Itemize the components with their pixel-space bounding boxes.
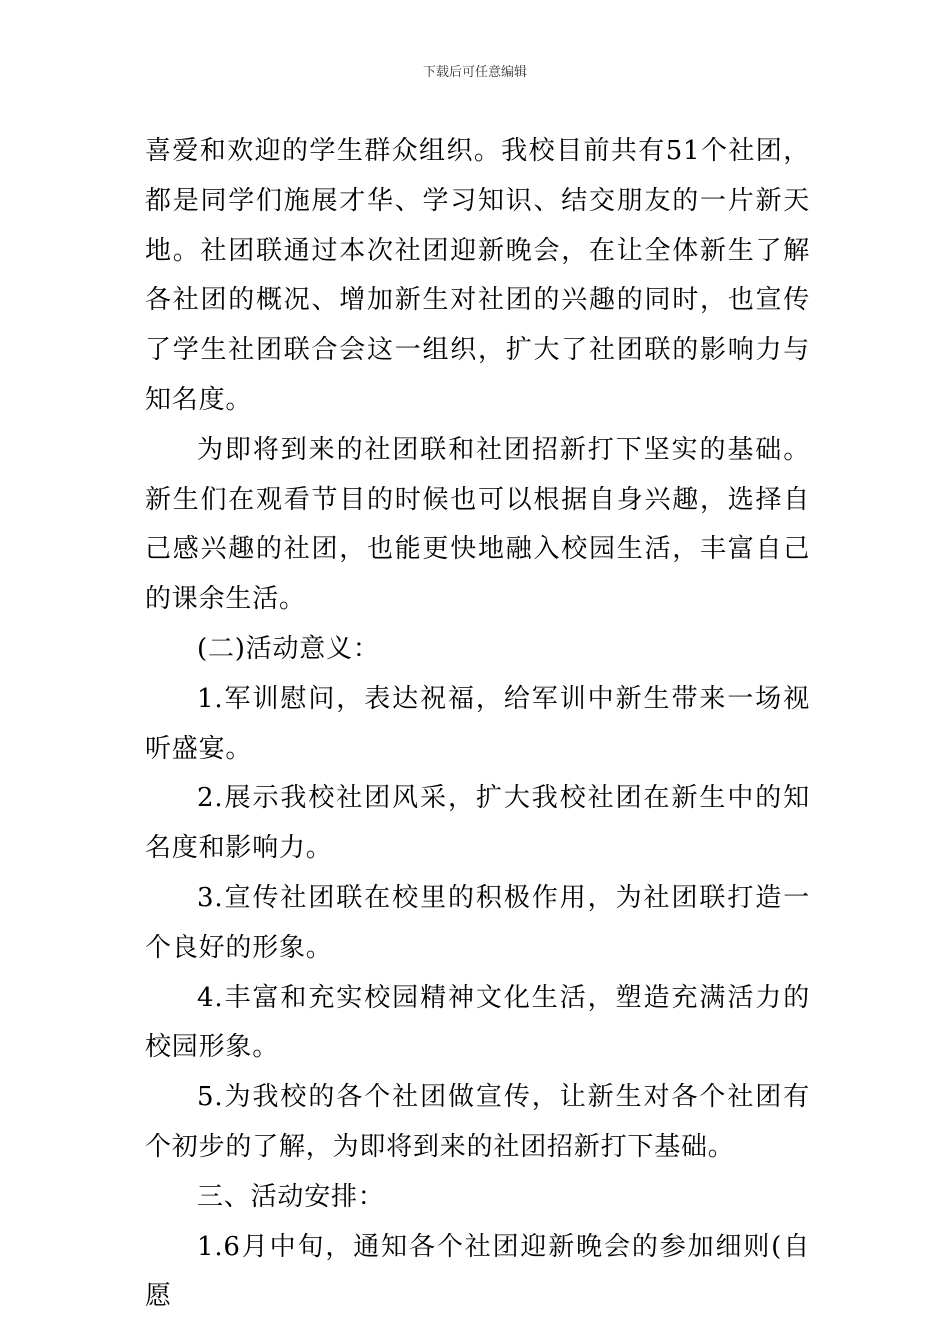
paragraph-intro-continued: 喜爱和欢迎的学生群众组织。我校目前共有51个社团，都是同学们施展才华、学习知识、结交朋友的一片新天地。社团联通过本次社团迎新晚会，在让全体新生了解各社团的概况、增加新生对社团的兴趣的同时，也宣传了学生社团联合会这一组织，扩大了社团联的影响力与知名度。: [145, 136, 810, 415]
list-item-3: 3.宣传社团联在校里的积极作用，为社团联打造一个良好的形象。: [145, 882, 810, 963]
arrangement-item-1: 1.6月中旬，通知各个社团迎新晚会的参加细则(自愿: [145, 1231, 810, 1312]
section-heading-significance: (二)活动意义：: [197, 633, 380, 664]
page-header: 下载后可任意编辑: [422, 65, 527, 80]
list-item-1: 1.军训慰问，表达祝福，给军训中新生带来一场视听盛宴。: [145, 683, 810, 764]
list-item-4: 4.丰富和充实校园精神文化生活，塑造充满活力的校园形象。: [145, 982, 810, 1063]
document-body: [145, 127, 810, 1322]
section-heading-arrangement: 三、活动安排：: [197, 1181, 385, 1212]
paragraph-recruitment: 为即将到来的社团联和社团招新打下坚实的基础。新生们在观看节目的时候也可以根据自身兴趣，选择自己感兴趣的社团，也能更快地融入校园生活，丰富自己的课余生活。: [145, 434, 810, 615]
list-item-2: 2.展示我校社团风采，扩大我校社团在新生中的知名度和影响力。: [145, 783, 810, 864]
list-item-5: 5.为我校的各个社团做宣传，让新生对各个社团有个初步的了解，为即将到来的社团招新打下基础。: [145, 1082, 810, 1162]
